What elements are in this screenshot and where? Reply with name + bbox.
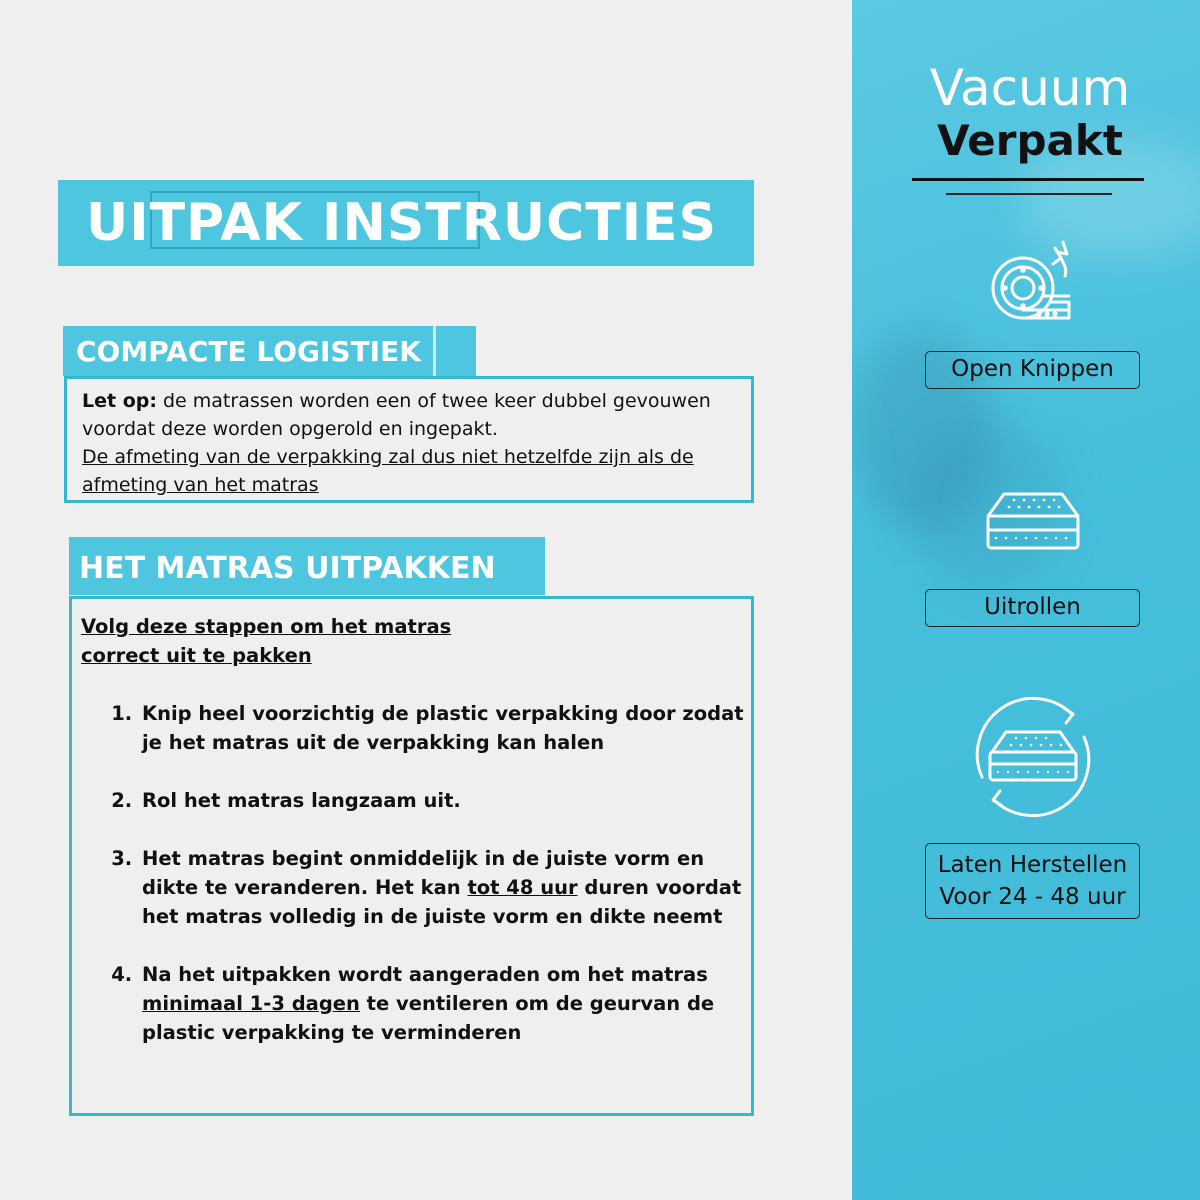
step-3-text-b: duren voordat het matras volledig in de juiste vorm en dikte neemt [142,876,742,928]
title-underline-long [912,178,1144,181]
mattress-recover-icon [968,692,1098,822]
step-label-line2: Voor 24 - 48 uur [939,884,1126,910]
note-label: Let op: [82,390,157,412]
step-2-text: Rol het matras langzaam uit. [142,789,461,812]
section-heading-matras-uitpakken: HET MATRAS UITPAKKEN [69,537,545,595]
main-title-banner [58,180,754,266]
steps-list [81,699,751,1047]
step-3-highlight: tot 48 uur [467,876,578,899]
step-1-text: Knip heel voorzichtig de plastic verpakking door zodat je het matras uit de verpakking kan halen [142,702,744,754]
section-heading-text: COMPACTE LOGISTIEK [76,335,421,368]
step-4-text-b: te ventileren om de geurvan de plastic verpakking te verminderen [142,992,715,1044]
unpack-steps-box [69,596,754,1116]
step-label-open-knippen: Open Knippen [925,351,1140,389]
step-item-3 [139,844,751,931]
step-3-text-a: Het matras begint onmiddelijk in de juiste vorm en dikte te veranderen. Het kan [142,847,705,899]
step-4-text-a: Na het uitpakken wordt aangeraden om het matras [142,963,708,986]
logistics-note-box [64,376,754,503]
mattress-icon [984,490,1082,554]
rolled-mattress-icon [985,236,1081,332]
note-text: de matrassen worden een of twee keer dubbel gevouwen voordat deze worden opgerold en ingepakt. [82,390,711,440]
step-item-4 [139,960,751,1047]
note-underlined-text: De afmeting van de verpakking zal dus niet hetzelfde zijn als de afmeting van het matras [82,446,694,496]
main-title: UITPAK INSTRUCTIES [86,193,718,253]
step-item-1 [139,699,751,757]
sidebar-title-line2: Verpakt [937,116,1123,165]
title-underline-short [946,193,1112,195]
heading-divider [433,326,436,376]
step-label-uitrollen: Uitrollen [925,589,1140,627]
step-4-highlight: minimaal 1-3 dagen [142,992,360,1015]
section-heading-compacte-logistiek [63,326,476,376]
steps-intro: Volg deze stappen om het matras correct uit te pakken [81,615,452,667]
step-label-laten-herstellen [925,843,1140,919]
sidebar-title-line1: Vacuum [929,59,1131,117]
step-label-line1: Laten Herstellen [937,852,1128,878]
step-item-2 [139,786,751,815]
